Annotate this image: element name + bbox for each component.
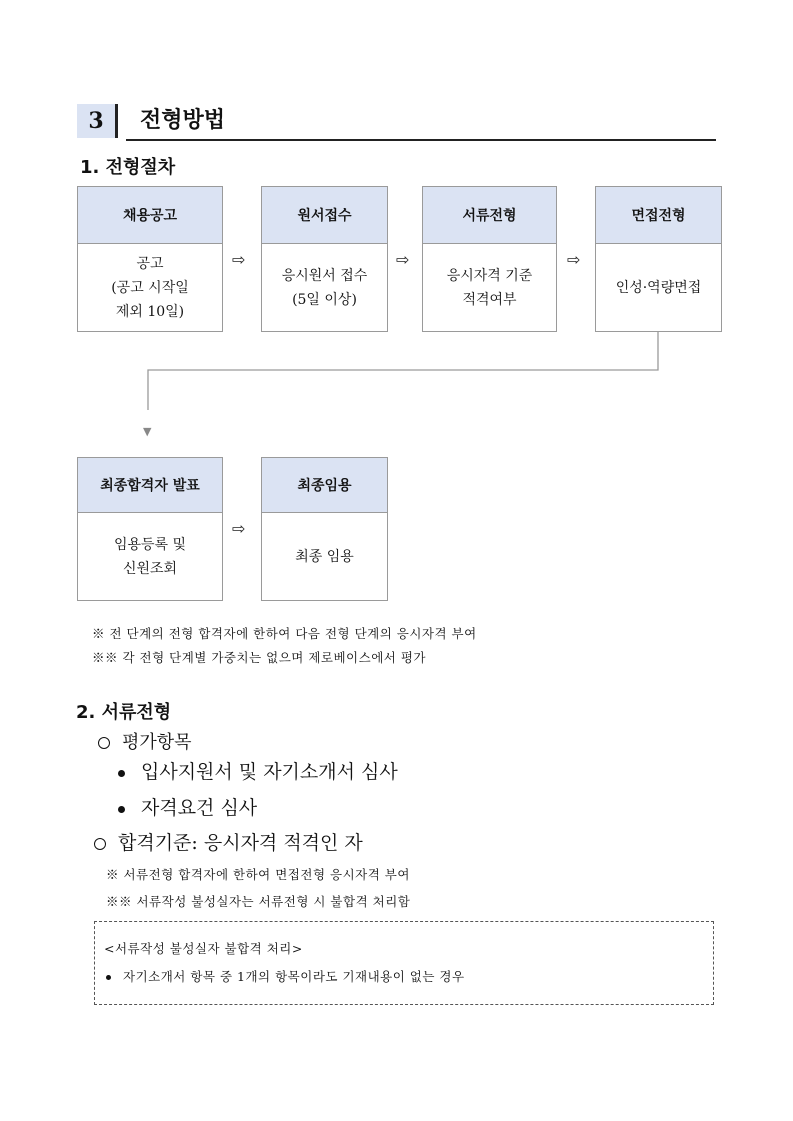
step-body: 응시원서 접수 (5일 이상) — [281, 267, 368, 308]
arrow-right-icon: ⇨ — [232, 250, 246, 269]
step-title: 최종합격자 발표 — [78, 458, 222, 513]
criteria-item-text: 자격요건 심사 — [141, 797, 258, 819]
insincere-box-item — [106, 967, 465, 985]
step-body: 임용등록 및 신원조회 — [113, 536, 187, 577]
section-number: 3 — [77, 104, 118, 138]
insincere-writing-box — [94, 921, 714, 1005]
step-body: 공고 (공고 시작일 제외 10일) — [111, 255, 189, 320]
arrow-down-icon: ▼ — [143, 425, 152, 438]
circle-bullet-icon — [98, 737, 110, 749]
step-box-5 — [77, 457, 223, 601]
screening-note-2: ※※ 서류작성 불성실자는 서류전형 시 불합격 처리함 — [106, 894, 411, 909]
screening-note-1: ※ 서류전형 합격자에 한하여 면접전형 응시자격 부여 — [106, 867, 410, 882]
bullet-icon — [106, 975, 111, 980]
pass-standard-row — [94, 828, 363, 855]
insincere-box-item-text: 자기소개서 항목 중 1개의 항목이라도 기재내용이 없는 경우 — [123, 969, 465, 984]
insincere-box-title: <서류작성 불성실자 불합격 처리> — [104, 941, 303, 956]
criteria-item — [118, 793, 257, 820]
criteria-label: 평가항목 — [122, 732, 192, 753]
document-screening-heading: 2. 서류전형 — [76, 702, 172, 723]
step-body: 인성·역량면접 — [615, 279, 702, 296]
step-title: 면접전형 — [596, 187, 721, 244]
procedure-heading: 1. 전형절차 — [80, 157, 176, 178]
step-body: 응시자격 기준 적격여부 — [446, 267, 533, 308]
procedure-note-2: ※※ 각 전형 단계별 가중치는 없으며 제로베이스에서 평가 — [92, 650, 426, 665]
arrow-right-icon: ⇨ — [396, 250, 410, 269]
circle-bullet-icon — [94, 838, 106, 850]
criteria-item — [118, 757, 398, 784]
step-title: 채용공고 — [78, 187, 222, 244]
step-title: 서류전형 — [423, 187, 556, 244]
pass-standard: 합격기준: 응시자격 적격인 자 — [118, 832, 363, 854]
section-title: 전형방법 — [140, 108, 226, 133]
arrow-right-icon: ⇨ — [232, 519, 246, 538]
procedure-note-1: ※ 전 단계의 전형 합격자에 한하여 다음 전형 단계의 응시자격 부여 — [92, 626, 477, 641]
step-body: 최종 임용 — [295, 548, 354, 565]
step-title: 최종임용 — [262, 458, 387, 513]
flow-connector — [0, 0, 793, 450]
step-box-6 — [261, 457, 388, 601]
arrow-right-icon: ⇨ — [567, 250, 581, 269]
bullet-icon — [118, 770, 125, 777]
bullet-icon — [118, 806, 125, 813]
criteria-item-text: 입사지원서 및 자기소개서 심사 — [141, 761, 398, 783]
criteria-label-row — [98, 728, 192, 754]
step-title: 원서접수 — [262, 187, 387, 244]
